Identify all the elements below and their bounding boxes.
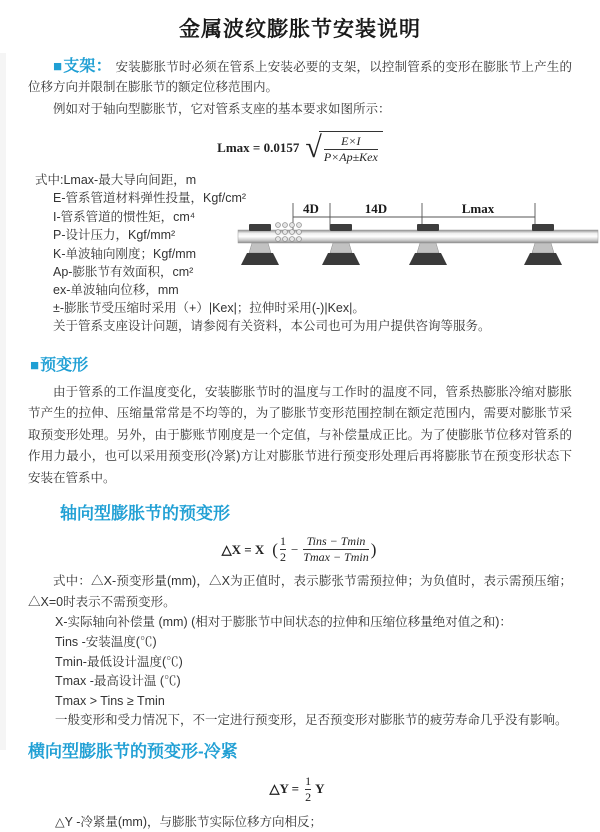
definition-line: ex-单波轴向位移，mm [53,283,179,298]
support-paragraph [28,57,572,97]
dy-denominator: 2 [305,789,312,804]
lmax-formula-lhs: Lmax = 0.0157 [217,140,300,155]
dim-label-4d: 4D [303,201,319,216]
dy-formula [0,774,600,805]
example-line: 例如对于轴向型膨胀节，它对管系支座的基本要求如图所示： [53,102,391,116]
dy-numerator: 1 [305,773,312,788]
axial-line: 一般变形和受力情况下，不一定进行预变形，足否预变形对膨胀节的疲劳寿命几乎没有影响。 [55,713,568,728]
lmax-formula [0,131,600,165]
axial-line: Tmax > Tins ≥ Tmin [55,693,165,708]
dy-half-fraction [305,774,311,805]
half-fraction [280,534,286,565]
half-numerator: 1 [279,534,286,549]
radical-icon: √ [305,131,322,164]
pipe-support-diagram [238,197,598,297]
minus-operator: − [290,541,299,557]
dy-formula-lhs: △Y = [269,781,300,797]
axial-line: X-实际轴向补偿量 (mm) (相对于膨胀节中间状态的拉伸和压缩位移量绝对值之和)： [55,615,512,630]
definition-line: E-管系管道材料弹性投量，Kgf/cm² [53,191,247,206]
sqrt-expression [305,131,382,165]
section-square-icon: ■ [30,356,40,374]
support-heading: 支架： [63,58,112,75]
lmax-denominator: P×Ap±Kex [323,150,378,164]
support-intro-text: 安装膨胀节时必须在管系上安装必要的支架，以控制管系的变形在膨胀节上产生的位移方向并限制在膨胀节的额定位移范围内。 [28,60,572,94]
definitions-block [35,171,600,299]
axial-line: Tins -安装温度(℃) [55,634,157,649]
service-note: 关于管系支座设计问题，请参阅有关资料，本公司也可为用户提供咨询等服务。 [53,319,491,334]
page-title: 金属波纹膨胀节安装说明 [179,18,421,41]
definition-line: I-管系管道的惯性矩，cm⁴ [53,209,196,224]
dim-label-14d: 14D [364,201,388,216]
half-denominator: 2 [279,550,286,565]
axial-line: Tmin-最低设计温度(℃) [55,654,183,669]
document-page [0,13,600,829]
definition-line: Ap-膨胀节有效面积，cm² [53,265,194,280]
dx-formula [0,534,600,565]
dx-formula-lhs: △X = X [221,541,265,557]
dx-explanation: 式中：△X-预变形量(mm)，△X为正值时，表示膨张节需预拉伸；为负值时，表示需预压缩；△X=0时表示不需预变形。 [28,574,572,610]
temp-numerator: Tins − Tmin [306,534,366,549]
lateral-subheading: 横向型膨胀节的预变形-冷紧 [28,741,238,761]
definition-line: P-设计压力，Kgf/mm² [53,228,176,243]
open-paren: ( [272,539,278,559]
section-square-icon: ■ [53,58,63,75]
dimension-lines [293,203,535,230]
preform-paragraph: 由于管系的工作温度变化，安装膨胀节时的温度与工作时的温度不同，管系热膨胀冷缩对膨胀节产生的拉伸、压缩量常常是不均等的，为了膨胀节变形范围控制在额定范围内，需要对膨胀节采取预变形处理。另外，由于膨账节刚度是一个定值，与补偿量成正比。为了使膨胀节位移对管系的作用力最小，也可以采用预变形(冷紧)方让对膨胀节进行预变形处理后再将膨胀节在预变形状态下安装在管系中。 [28,384,572,485]
lmax-fraction [324,134,378,165]
preform-heading-text: 预变形 [40,356,89,374]
axial-subheading: 轴向型膨胀节的预变形 [60,504,230,524]
temperature-fraction [303,534,368,565]
axial-line: Tmax -最高设计温 (℃) [55,674,181,689]
definition-line: 式中:Lmax-最大导向间距，m [35,173,197,187]
dim-label-lmax: Lmax [461,201,495,216]
close-paren: ) [370,539,377,559]
dy-note: △Y -冷紧量(mm)，与膨胀节实际位移方向相反； [55,814,323,829]
dy-formula-rhs: Y [315,781,325,797]
definition-line: K-单波轴向刚度；Kgf/mm [53,246,197,261]
pm-note: ±-膨胀节受压缩时采用（+）|Kex|；拉伸时采用(-)|Kex|。 [53,301,365,315]
lmax-numerator: E×I [341,134,361,148]
preform-heading [30,349,600,377]
temp-denominator: Tmax − Tmin [303,550,369,565]
